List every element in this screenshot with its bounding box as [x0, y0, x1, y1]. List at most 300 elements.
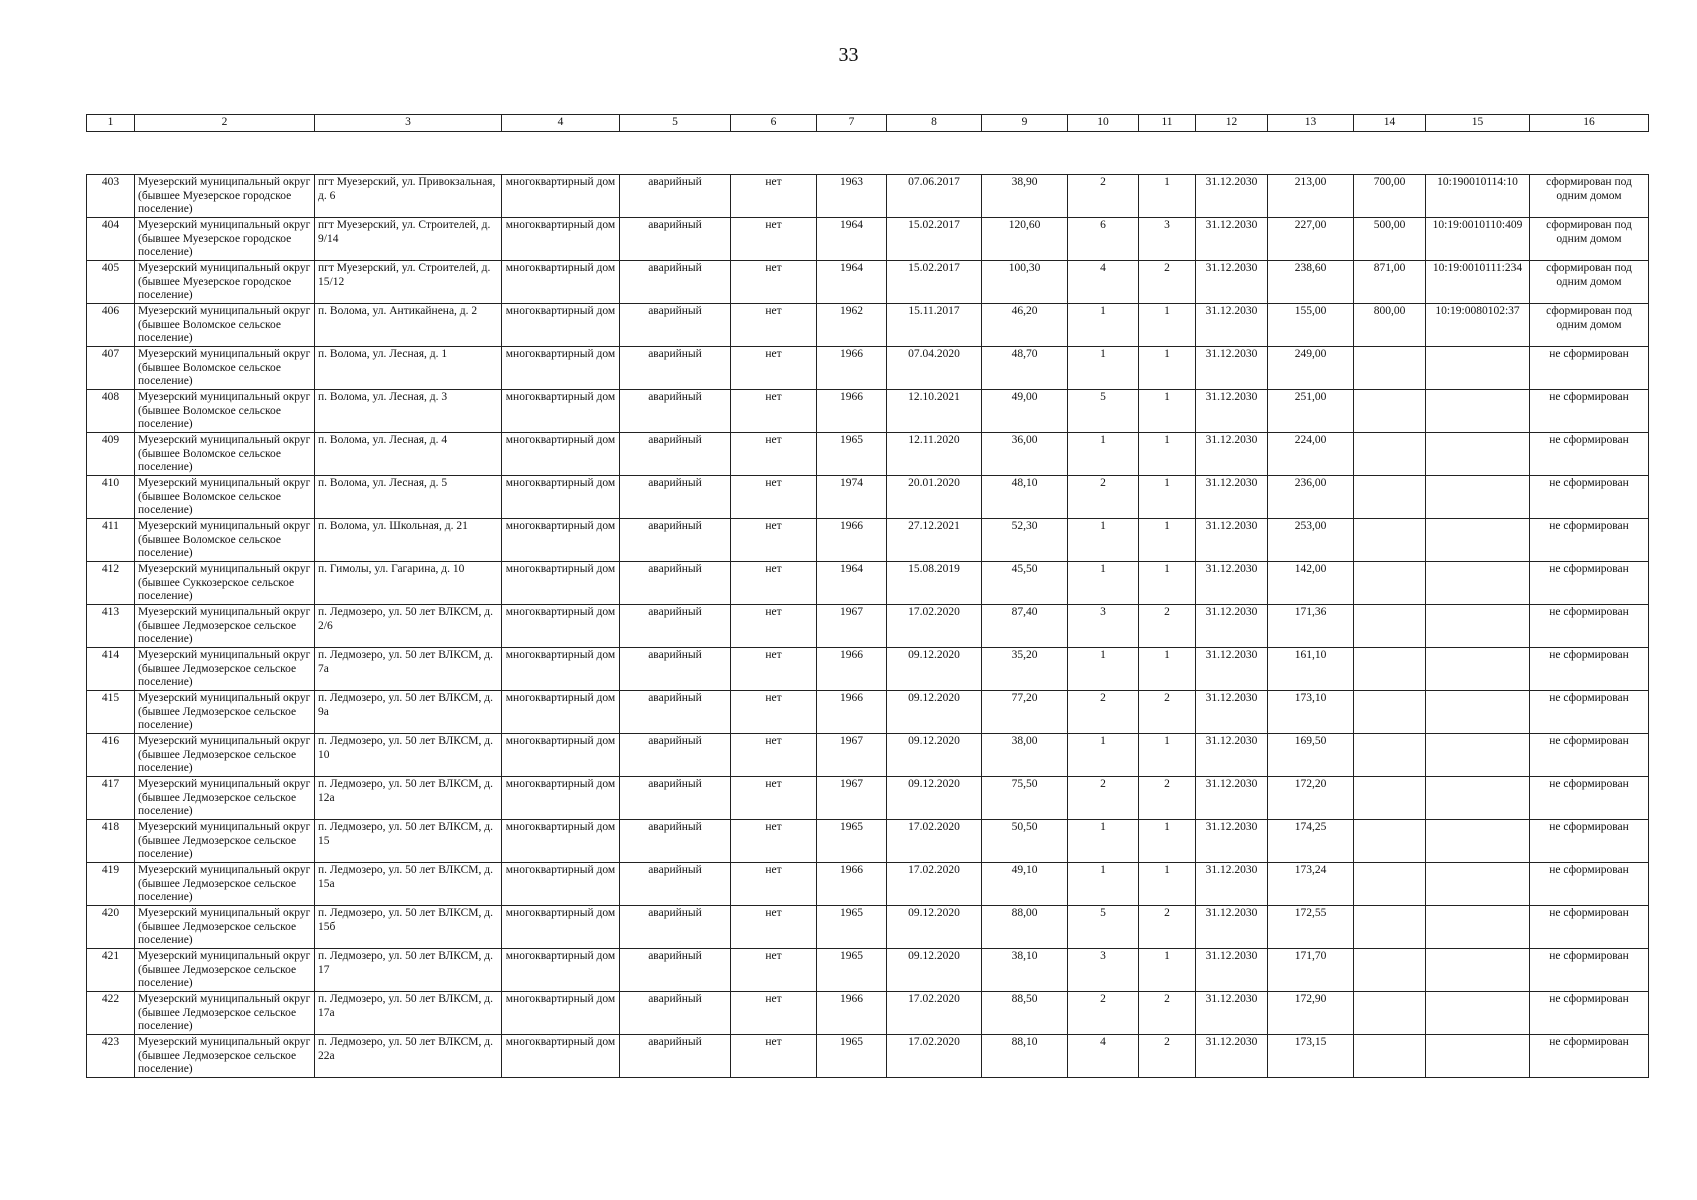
col-14-cell	[1354, 777, 1426, 820]
apartments-cell: 2	[1139, 261, 1196, 304]
residents-cell: 2	[1068, 992, 1139, 1035]
apartments-cell: 2	[1139, 992, 1196, 1035]
apartments-cell: 1	[1139, 648, 1196, 691]
year-built-cell: 1966	[817, 347, 887, 390]
cadastral-number-cell	[1426, 476, 1530, 519]
header-spacer	[87, 132, 1649, 175]
address-cell: п. Ледмозеро, ул. 50 лет ВЛКСМ, д. 2/6	[315, 605, 502, 648]
land-status-cell: не сформирован	[1530, 476, 1649, 519]
address-cell: п. Волома, ул. Антикайнена, д. 2	[315, 304, 502, 347]
col-13-cell: 173,24	[1268, 863, 1354, 906]
recognition-date-cell: 15.02.2017	[887, 261, 982, 304]
deadline-cell: 31.12.2030	[1196, 648, 1268, 691]
residents-cell: 2	[1068, 691, 1139, 734]
residents-cell: 1	[1068, 347, 1139, 390]
municipality-cell: Муезерский муниципальный округ (бывшее Воломское сельское поселение)	[135, 476, 315, 519]
column-header-12: 12	[1196, 115, 1268, 132]
condition-cell: аварийный	[620, 562, 731, 605]
building-type-cell: многоквартирный дом	[502, 390, 620, 433]
deadline-cell: 31.12.2030	[1196, 433, 1268, 476]
land-status-cell: не сформирован	[1530, 562, 1649, 605]
table-row	[87, 261, 1649, 304]
deadline-cell: 31.12.2030	[1196, 304, 1268, 347]
recognition-date-cell: 12.10.2021	[887, 390, 982, 433]
address-cell: п. Волома, ул. Лесная, д. 5	[315, 476, 502, 519]
address-cell: п. Волома, ул. Лесная, д. 4	[315, 433, 502, 476]
col-6-cell: нет	[731, 648, 817, 691]
deadline-cell: 31.12.2030	[1196, 218, 1268, 261]
land-status-cell: сформирован под одним домом	[1530, 261, 1649, 304]
year-built-cell: 1963	[817, 175, 887, 218]
residents-cell: 1	[1068, 562, 1139, 605]
land-status-cell: не сформирован	[1530, 992, 1649, 1035]
col-14-cell: 871,00	[1354, 261, 1426, 304]
municipality-cell: Муезерский муниципальный округ (бывшее Ледмозерское сельское поселение)	[135, 949, 315, 992]
cadastral-number-cell	[1426, 433, 1530, 476]
condition-cell: аварийный	[620, 390, 731, 433]
deadline-cell: 31.12.2030	[1196, 476, 1268, 519]
area-cell: 38,10	[982, 949, 1068, 992]
building-type-cell: многоквартирный дом	[502, 820, 620, 863]
column-header-16: 16	[1530, 115, 1649, 132]
address-cell: пгт Муезерский, ул. Строителей, д. 15/12	[315, 261, 502, 304]
building-type-cell: многоквартирный дом	[502, 605, 620, 648]
row-number-cell: 405	[87, 261, 135, 304]
condition-cell: аварийный	[620, 648, 731, 691]
deadline-cell: 31.12.2030	[1196, 820, 1268, 863]
deadline-cell: 31.12.2030	[1196, 519, 1268, 562]
area-cell: 46,20	[982, 304, 1068, 347]
col-13-cell: 236,00	[1268, 476, 1354, 519]
col-6-cell: нет	[731, 777, 817, 820]
building-type-cell: многоквартирный дом	[502, 175, 620, 218]
col-14-cell	[1354, 648, 1426, 691]
col-14-cell	[1354, 605, 1426, 648]
apartments-cell: 1	[1139, 304, 1196, 347]
residents-cell: 1	[1068, 433, 1139, 476]
table-row	[87, 691, 1649, 734]
cadastral-number-cell	[1426, 906, 1530, 949]
row-number-cell: 422	[87, 992, 135, 1035]
building-type-cell: многоквартирный дом	[502, 476, 620, 519]
recognition-date-cell: 15.08.2019	[887, 562, 982, 605]
col-13-cell: 173,15	[1268, 1035, 1354, 1078]
municipality-cell: Муезерский муниципальный округ (бывшее Суккозерское сельское поселение)	[135, 562, 315, 605]
cadastral-number-cell: 10:19:0010111:234	[1426, 261, 1530, 304]
column-header-14: 14	[1354, 115, 1426, 132]
land-status-cell: сформирован под одним домом	[1530, 218, 1649, 261]
apartments-cell: 1	[1139, 734, 1196, 777]
col-14-cell	[1354, 347, 1426, 390]
cadastral-number-cell	[1426, 605, 1530, 648]
land-status-cell: не сформирован	[1530, 1035, 1649, 1078]
apartments-cell: 1	[1139, 820, 1196, 863]
area-cell: 48,10	[982, 476, 1068, 519]
municipality-cell: Муезерский муниципальный округ (бывшее Ледмозерское сельское поселение)	[135, 820, 315, 863]
col-6-cell: нет	[731, 691, 817, 734]
page-number: 33	[838, 44, 859, 66]
recognition-date-cell: 09.12.2020	[887, 734, 982, 777]
col-14-cell	[1354, 519, 1426, 562]
residents-cell: 2	[1068, 175, 1139, 218]
land-status-cell: не сформирован	[1530, 519, 1649, 562]
area-cell: 38,00	[982, 734, 1068, 777]
column-header-6: 6	[731, 115, 817, 132]
cadastral-number-cell	[1426, 992, 1530, 1035]
building-type-cell: многоквартирный дом	[502, 734, 620, 777]
municipality-cell: Муезерский муниципальный округ (бывшее Воломское сельское поселение)	[135, 519, 315, 562]
recognition-date-cell: 09.12.2020	[887, 777, 982, 820]
year-built-cell: 1974	[817, 476, 887, 519]
condition-cell: аварийный	[620, 519, 731, 562]
year-built-cell: 1966	[817, 691, 887, 734]
col-6-cell: нет	[731, 519, 817, 562]
area-cell: 36,00	[982, 433, 1068, 476]
col-13-cell: 171,70	[1268, 949, 1354, 992]
recognition-date-cell: 17.02.2020	[887, 605, 982, 648]
col-14-cell	[1354, 863, 1426, 906]
residents-cell: 1	[1068, 863, 1139, 906]
col-13-cell: 171,36	[1268, 605, 1354, 648]
row-number-cell: 419	[87, 863, 135, 906]
col-6-cell: нет	[731, 820, 817, 863]
deadline-cell: 31.12.2030	[1196, 691, 1268, 734]
address-cell: пгт Муезерский, ул. Привокзальная, д. 6	[315, 175, 502, 218]
year-built-cell: 1965	[817, 1035, 887, 1078]
column-header-3: 3	[315, 115, 502, 132]
recognition-date-cell: 09.12.2020	[887, 648, 982, 691]
table-row	[87, 605, 1649, 648]
municipality-cell: Муезерский муниципальный округ (бывшее Воломское сельское поселение)	[135, 347, 315, 390]
apartments-cell: 2	[1139, 777, 1196, 820]
address-cell: п. Ледмозеро, ул. 50 лет ВЛКСМ, д. 9а	[315, 691, 502, 734]
cadastral-number-cell	[1426, 820, 1530, 863]
building-type-cell: многоквартирный дом	[502, 648, 620, 691]
row-number-cell: 410	[87, 476, 135, 519]
table-row	[87, 1035, 1649, 1078]
col-6-cell: нет	[731, 906, 817, 949]
deadline-cell: 31.12.2030	[1196, 734, 1268, 777]
apartments-cell: 1	[1139, 390, 1196, 433]
recognition-date-cell: 15.02.2017	[887, 218, 982, 261]
deadline-cell: 31.12.2030	[1196, 906, 1268, 949]
land-status-cell: не сформирован	[1530, 433, 1649, 476]
apartments-cell: 2	[1139, 906, 1196, 949]
condition-cell: аварийный	[620, 476, 731, 519]
table-row	[87, 648, 1649, 691]
condition-cell: аварийный	[620, 777, 731, 820]
address-cell: п. Ледмозеро, ул. 50 лет ВЛКСМ, д. 22а	[315, 1035, 502, 1078]
land-status-cell: не сформирован	[1530, 820, 1649, 863]
land-status-cell: не сформирован	[1530, 390, 1649, 433]
municipality-cell: Муезерский муниципальный округ (бывшее Ледмозерское сельское поселение)	[135, 777, 315, 820]
column-header-13: 13	[1268, 115, 1354, 132]
residents-cell: 5	[1068, 390, 1139, 433]
col-14-cell	[1354, 820, 1426, 863]
cadastral-number-cell: 10:190010114:10	[1426, 175, 1530, 218]
recognition-date-cell: 07.04.2020	[887, 347, 982, 390]
row-number-cell: 423	[87, 1035, 135, 1078]
deadline-cell: 31.12.2030	[1196, 949, 1268, 992]
col-13-cell: 251,00	[1268, 390, 1354, 433]
apartments-cell: 1	[1139, 175, 1196, 218]
col-13-cell: 161,10	[1268, 648, 1354, 691]
col-6-cell: нет	[731, 562, 817, 605]
deadline-cell: 31.12.2030	[1196, 390, 1268, 433]
recognition-date-cell: 12.11.2020	[887, 433, 982, 476]
land-status-cell: не сформирован	[1530, 863, 1649, 906]
col-13-cell: 224,00	[1268, 433, 1354, 476]
apartments-cell: 3	[1139, 218, 1196, 261]
area-cell: 48,70	[982, 347, 1068, 390]
municipality-cell: Муезерский муниципальный округ (бывшее Воломское сельское поселение)	[135, 304, 315, 347]
table-row	[87, 906, 1649, 949]
residents-cell: 6	[1068, 218, 1139, 261]
land-status-cell: не сформирован	[1530, 691, 1649, 734]
address-cell: п. Волома, ул. Лесная, д. 3	[315, 390, 502, 433]
row-number-cell: 409	[87, 433, 135, 476]
municipality-cell: Муезерский муниципальный округ (бывшее Воломское сельское поселение)	[135, 390, 315, 433]
deadline-cell: 31.12.2030	[1196, 261, 1268, 304]
col-13-cell: 253,00	[1268, 519, 1354, 562]
col-6-cell: нет	[731, 218, 817, 261]
column-header-15: 15	[1426, 115, 1530, 132]
year-built-cell: 1966	[817, 390, 887, 433]
address-cell: п. Ледмозеро, ул. 50 лет ВЛКСМ, д. 15а	[315, 863, 502, 906]
apartments-cell: 1	[1139, 949, 1196, 992]
row-number-cell: 421	[87, 949, 135, 992]
building-type-cell: многоквартирный дом	[502, 863, 620, 906]
address-cell: п. Ледмозеро, ул. 50 лет ВЛКСМ, д. 15б	[315, 906, 502, 949]
condition-cell: аварийный	[620, 1035, 731, 1078]
col-13-cell: 172,55	[1268, 906, 1354, 949]
residents-cell: 1	[1068, 820, 1139, 863]
municipality-cell: Муезерский муниципальный округ (бывшее Ледмозерское сельское поселение)	[135, 992, 315, 1035]
condition-cell: аварийный	[620, 992, 731, 1035]
column-header-10: 10	[1068, 115, 1139, 132]
cadastral-number-cell	[1426, 863, 1530, 906]
year-built-cell: 1967	[817, 734, 887, 777]
area-cell: 87,40	[982, 605, 1068, 648]
area-cell: 100,30	[982, 261, 1068, 304]
building-type-cell: многоквартирный дом	[502, 992, 620, 1035]
col-14-cell: 800,00	[1354, 304, 1426, 347]
row-number-cell: 420	[87, 906, 135, 949]
area-cell: 49,10	[982, 863, 1068, 906]
col-13-cell: 174,25	[1268, 820, 1354, 863]
recognition-date-cell: 20.01.2020	[887, 476, 982, 519]
residents-cell: 4	[1068, 261, 1139, 304]
land-status-cell: не сформирован	[1530, 605, 1649, 648]
table-row	[87, 519, 1649, 562]
building-type-cell: многоквартирный дом	[502, 777, 620, 820]
col-14-cell: 700,00	[1354, 175, 1426, 218]
apartments-cell: 2	[1139, 691, 1196, 734]
deadline-cell: 31.12.2030	[1196, 777, 1268, 820]
apartments-cell: 1	[1139, 476, 1196, 519]
deadline-cell: 31.12.2030	[1196, 992, 1268, 1035]
year-built-cell: 1964	[817, 562, 887, 605]
table-row	[87, 992, 1649, 1035]
building-type-cell: многоквартирный дом	[502, 949, 620, 992]
col-13-cell: 249,00	[1268, 347, 1354, 390]
municipality-cell: Муезерский муниципальный округ (бывшее Ледмозерское сельское поселение)	[135, 1035, 315, 1078]
housing-table	[86, 114, 1648, 1078]
recognition-date-cell: 09.12.2020	[887, 949, 982, 992]
residents-cell: 1	[1068, 519, 1139, 562]
col-6-cell: нет	[731, 476, 817, 519]
building-type-cell: многоквартирный дом	[502, 691, 620, 734]
col-14-cell	[1354, 691, 1426, 734]
condition-cell: аварийный	[620, 261, 731, 304]
year-built-cell: 1967	[817, 777, 887, 820]
year-built-cell: 1967	[817, 605, 887, 648]
col-13-cell: 227,00	[1268, 218, 1354, 261]
municipality-cell: Муезерский муниципальный округ (бывшее Муезерское городское поселение)	[135, 175, 315, 218]
col-14-cell	[1354, 992, 1426, 1035]
cadastral-number-cell	[1426, 691, 1530, 734]
area-cell: 75,50	[982, 777, 1068, 820]
recognition-date-cell: 17.02.2020	[887, 992, 982, 1035]
col-13-cell: 173,10	[1268, 691, 1354, 734]
year-built-cell: 1966	[817, 992, 887, 1035]
col-13-cell: 238,60	[1268, 261, 1354, 304]
table-row	[87, 734, 1649, 777]
col-6-cell: нет	[731, 605, 817, 648]
cadastral-number-cell	[1426, 777, 1530, 820]
municipality-cell: Муезерский муниципальный округ (бывшее Ледмозерское сельское поселение)	[135, 691, 315, 734]
land-status-cell: не сформирован	[1530, 648, 1649, 691]
col-14-cell	[1354, 562, 1426, 605]
land-status-cell: сформирован под одним домом	[1530, 304, 1649, 347]
col-14-cell	[1354, 433, 1426, 476]
condition-cell: аварийный	[620, 605, 731, 648]
table-row	[87, 949, 1649, 992]
residents-cell: 3	[1068, 949, 1139, 992]
year-built-cell: 1966	[817, 648, 887, 691]
col-6-cell: нет	[731, 390, 817, 433]
municipality-cell: Муезерский муниципальный округ (бывшее Ледмозерское сельское поселение)	[135, 863, 315, 906]
col-6-cell: нет	[731, 175, 817, 218]
area-cell: 45,50	[982, 562, 1068, 605]
deadline-cell: 31.12.2030	[1196, 1035, 1268, 1078]
condition-cell: аварийный	[620, 863, 731, 906]
condition-cell: аварийный	[620, 691, 731, 734]
recognition-date-cell: 15.11.2017	[887, 304, 982, 347]
deadline-cell: 31.12.2030	[1196, 562, 1268, 605]
land-status-cell: не сформирован	[1530, 347, 1649, 390]
area-cell: 52,30	[982, 519, 1068, 562]
condition-cell: аварийный	[620, 820, 731, 863]
table-row	[87, 777, 1649, 820]
address-cell: п. Ледмозеро, ул. 50 лет ВЛКСМ, д. 15	[315, 820, 502, 863]
col-14-cell	[1354, 390, 1426, 433]
year-built-cell: 1962	[817, 304, 887, 347]
recognition-date-cell: 17.02.2020	[887, 1035, 982, 1078]
cadastral-number-cell	[1426, 390, 1530, 433]
table-row	[87, 562, 1649, 605]
municipality-cell: Муезерский муниципальный округ (бывшее Муезерское городское поселение)	[135, 218, 315, 261]
deadline-cell: 31.12.2030	[1196, 863, 1268, 906]
table-row	[87, 476, 1649, 519]
residents-cell: 2	[1068, 476, 1139, 519]
address-cell: п. Ледмозеро, ул. 50 лет ВЛКСМ, д. 7а	[315, 648, 502, 691]
area-cell: 77,20	[982, 691, 1068, 734]
table-row	[87, 433, 1649, 476]
deadline-cell: 31.12.2030	[1196, 605, 1268, 648]
table-row	[87, 863, 1649, 906]
recognition-date-cell: 17.02.2020	[887, 820, 982, 863]
condition-cell: аварийный	[620, 218, 731, 261]
year-built-cell: 1965	[817, 906, 887, 949]
residents-cell: 1	[1068, 648, 1139, 691]
apartments-cell: 2	[1139, 605, 1196, 648]
building-type-cell: многоквартирный дом	[502, 347, 620, 390]
col-6-cell: нет	[731, 992, 817, 1035]
residents-cell: 3	[1068, 605, 1139, 648]
year-built-cell: 1966	[817, 519, 887, 562]
residents-cell: 5	[1068, 906, 1139, 949]
condition-cell: аварийный	[620, 906, 731, 949]
recognition-date-cell: 27.12.2021	[887, 519, 982, 562]
column-header-7: 7	[817, 115, 887, 132]
column-header-1: 1	[87, 115, 135, 132]
address-cell: п. Волома, ул. Школьная, д. 21	[315, 519, 502, 562]
column-header-5: 5	[620, 115, 731, 132]
col-13-cell: 155,00	[1268, 304, 1354, 347]
condition-cell: аварийный	[620, 175, 731, 218]
row-number-cell: 406	[87, 304, 135, 347]
apartments-cell: 1	[1139, 562, 1196, 605]
building-type-cell: многоквартирный дом	[502, 261, 620, 304]
column-header-8: 8	[887, 115, 982, 132]
deadline-cell: 31.12.2030	[1196, 347, 1268, 390]
col-13-cell: 169,50	[1268, 734, 1354, 777]
row-number-cell: 413	[87, 605, 135, 648]
col-6-cell: нет	[731, 261, 817, 304]
row-number-cell: 414	[87, 648, 135, 691]
land-status-cell: не сформирован	[1530, 777, 1649, 820]
column-header-2: 2	[135, 115, 315, 132]
building-type-cell: многоквартирный дом	[502, 433, 620, 476]
area-cell: 50,50	[982, 820, 1068, 863]
table-row	[87, 390, 1649, 433]
area-cell: 88,00	[982, 906, 1068, 949]
area-cell: 35,20	[982, 648, 1068, 691]
residents-cell: 1	[1068, 304, 1139, 347]
row-number-cell: 404	[87, 218, 135, 261]
col-6-cell: нет	[731, 863, 817, 906]
col-14-cell	[1354, 734, 1426, 777]
table-row	[87, 347, 1649, 390]
area-cell: 88,50	[982, 992, 1068, 1035]
address-cell: п. Ледмозеро, ул. 50 лет ВЛКСМ, д. 17а	[315, 992, 502, 1035]
land-status-cell: не сформирован	[1530, 734, 1649, 777]
residents-cell: 2	[1068, 777, 1139, 820]
col-14-cell	[1354, 1035, 1426, 1078]
municipality-cell: Муезерский муниципальный округ (бывшее Ледмозерское сельское поселение)	[135, 648, 315, 691]
cadastral-number-cell	[1426, 519, 1530, 562]
recognition-date-cell: 09.12.2020	[887, 906, 982, 949]
row-number-cell: 408	[87, 390, 135, 433]
table-row	[87, 175, 1649, 218]
row-number-cell: 416	[87, 734, 135, 777]
recognition-date-cell: 09.12.2020	[887, 691, 982, 734]
building-type-cell: многоквартирный дом	[502, 906, 620, 949]
recognition-date-cell: 07.06.2017	[887, 175, 982, 218]
row-number-cell: 407	[87, 347, 135, 390]
year-built-cell: 1965	[817, 433, 887, 476]
